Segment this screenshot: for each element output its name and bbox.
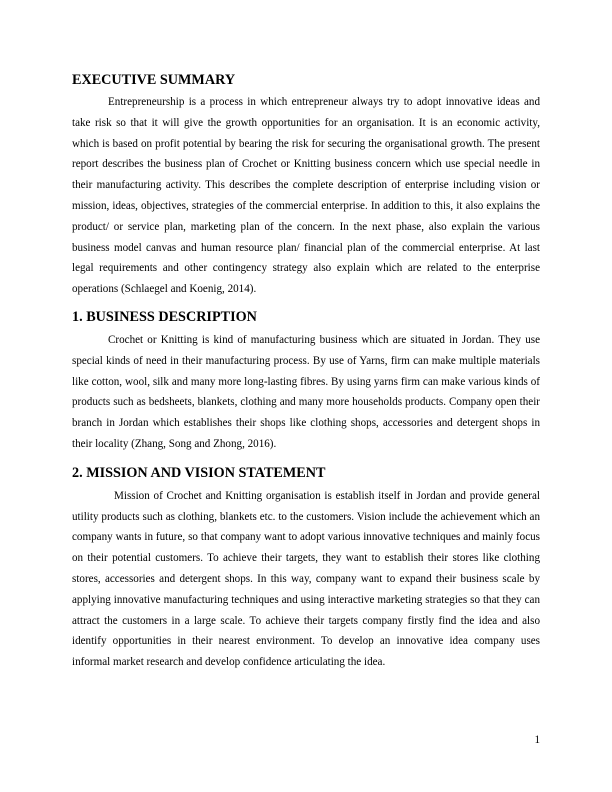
business-description-paragraph: Crochet or Knitting is kind of manufacturing business which are situated in Jordan. They use special kinds of need in their manufacturing process. By use of Yarns, firm can make multiple materials like cotton, wool, silk and many more long-lasting fibres. By using yarns firm can make various kinds of products such as bedsheets, blankets, clothing and many more households products. Company open their branch in Jordan which establishes their shops like clothing shops, accessories and detergent shops in their locality (Zhang, Song and Zhong, 2016). (72, 333, 540, 450)
mission-vision-heading: 2. MISSION AND VISION STATEMENT (72, 464, 326, 481)
page-number: 1 (534, 734, 540, 746)
business-description-heading: 1. BUSINESS DESCRIPTION (72, 308, 257, 325)
document-page (72, 72, 540, 673)
mission-vision-section (72, 465, 540, 673)
executive-summary-section (72, 72, 540, 300)
executive-summary-heading: EXECUTIVE SUMMARY (72, 72, 236, 88)
executive-summary-paragraph: Entrepreneurship is a process in which entrepreneur always try to adopt innovative ideas and take risk so that it will give the growth opportunities for an organisation. It is an economic activity, which is based on profit potential by bearing the risk for securing the organisational growth. The present report describes the business plan of Crochet or Knitting business concern which use special needle in their manufacturing activity. This describes the complete description of enterprise including vision or mission, ideas, objectives, strategies of the commercial enterprise. In addition to this, it also explains the product/ or service plan, marketing plan of the concern. In the next phase, also explain the various business model canvas and human resource plan/ financial plan of the commercial enterprise. At last legal requirements and other contingency strategy also explain which are related to the enterprise operations (Schlaegel and Koenig, 2014). (72, 96, 540, 296)
mission-vision-paragraph: Mission of Crochet and Knitting organisation is establish itself in Jordan and provide general utility products such as clothing, blankets etc. to the customers. Vision include the achievement which an company wants in future, so that company want to adopt various innovative techniques and mainly focus on their potential customers. To achieve their targets, they want to establish their stores like clothing stores, accessories and detergent shops. In this way, company want to expand their business scale by applying innovative manufacturing techniques and using interactive marketing strategies so that they can attract the customers in a large scale. To achieve their targets company firstly find the idea and also identify opportunities in their nearest environment. To develop an innovative idea company uses informal market research and develop confidence articulating the idea. (72, 489, 540, 669)
business-description-section (72, 309, 540, 455)
